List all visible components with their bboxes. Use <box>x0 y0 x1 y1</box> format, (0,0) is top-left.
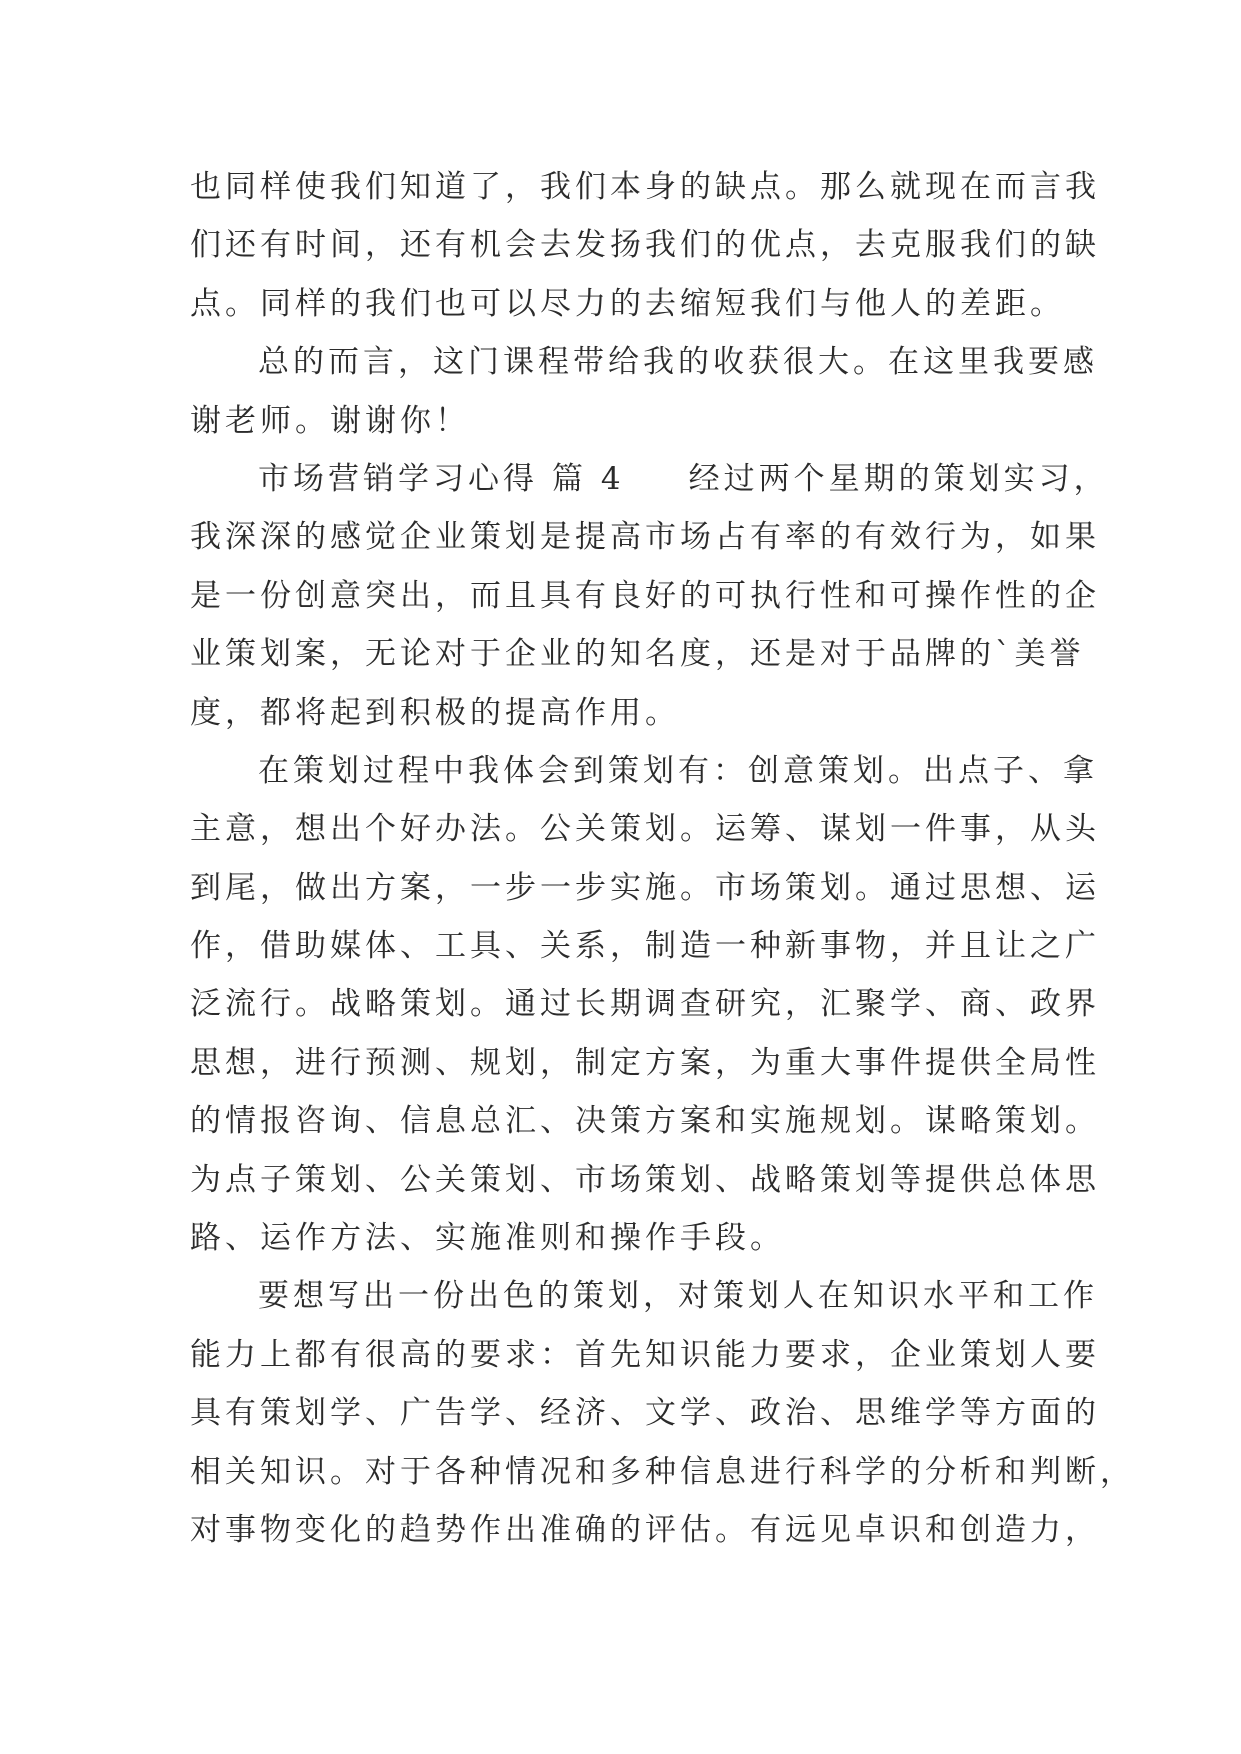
text-line: 作，借助媒体、工具、关系，制造一种新事物，并且让之广 <box>190 928 1100 965</box>
text-line: 我深深的感觉企业策划是提高市场占有率的有效行为，如果 <box>190 519 1100 556</box>
text-line: 具有策划学、广告学、经济、文学、政治、思维学等方面的 <box>190 1395 1100 1432</box>
text-line: 路、运作方法、实施准则和操作手段。 <box>190 1220 785 1257</box>
text-line: 点。同样的我们也可以尽力的去缩短我们与他人的差距。 <box>190 285 1065 322</box>
text-line: 度，都将起到积极的提高作用。 <box>190 694 680 731</box>
text-line: 对事物变化的趋势作出准确的评估。有远见卓识和创造力， <box>190 1511 1100 1548</box>
text-line: 主意，想出个好办法。公关策划。运筹、谋划一件事，从头 <box>190 811 1100 848</box>
text-line: 们还有时间，还有机会去发扬我们的优点，去克服我们的缺 <box>190 227 1100 264</box>
text-line: 业策划案，无论对于企业的知名度，还是对于品牌的`美誉 <box>190 636 1085 673</box>
section-lead-text: 经过两个星期的策划实习， <box>688 460 1109 497</box>
section-title: 市场营销学习心得 <box>258 460 538 497</box>
document-body <box>190 158 1135 1559</box>
text-line: 泛流行。战略策划。通过长期调查研究，汇聚学、商、政界 <box>190 986 1100 1023</box>
text-line: 谢老师。谢谢你！ <box>190 402 470 439</box>
text-line: 总的而言，这门课程带给我的收获很大。在这里我要感 <box>258 344 1098 381</box>
section-heading-line <box>190 450 1109 508</box>
text-line: 能力上都有很高的要求：首先知识能力要求，企业策划人要 <box>190 1336 1100 1373</box>
text-line: 到尾，做出方案，一步一步实施。市场策划。通过思想、运 <box>190 869 1100 906</box>
section-number: 篇 4 <box>552 460 625 497</box>
text-line: 相关知识。对于各种情况和多种信息进行科学的分析和判断， <box>190 1453 1135 1490</box>
text-line: 思想，进行预测、规划，制定方案，为重大事件提供全局性 <box>190 1044 1100 1081</box>
text-line: 的情报咨询、信息总汇、决策方案和实施规划。谋略策划。 <box>190 1103 1100 1140</box>
text-line: 为点子策划、公关策划、市场策划、战略策划等提供总体思 <box>190 1161 1100 1198</box>
text-line: 是一份创意突出，而且具有良好的可执行性和可操作性的企 <box>190 577 1100 614</box>
text-line: 要想写出一份出色的策划，对策划人在知识水平和工作 <box>258 1278 1098 1315</box>
text-line: 也同样使我们知道了，我们本身的缺点。那么就现在而言我 <box>190 169 1100 205</box>
text-line: 在策划过程中我体会到策划有：创意策划。出点子、拿 <box>258 752 1098 789</box>
